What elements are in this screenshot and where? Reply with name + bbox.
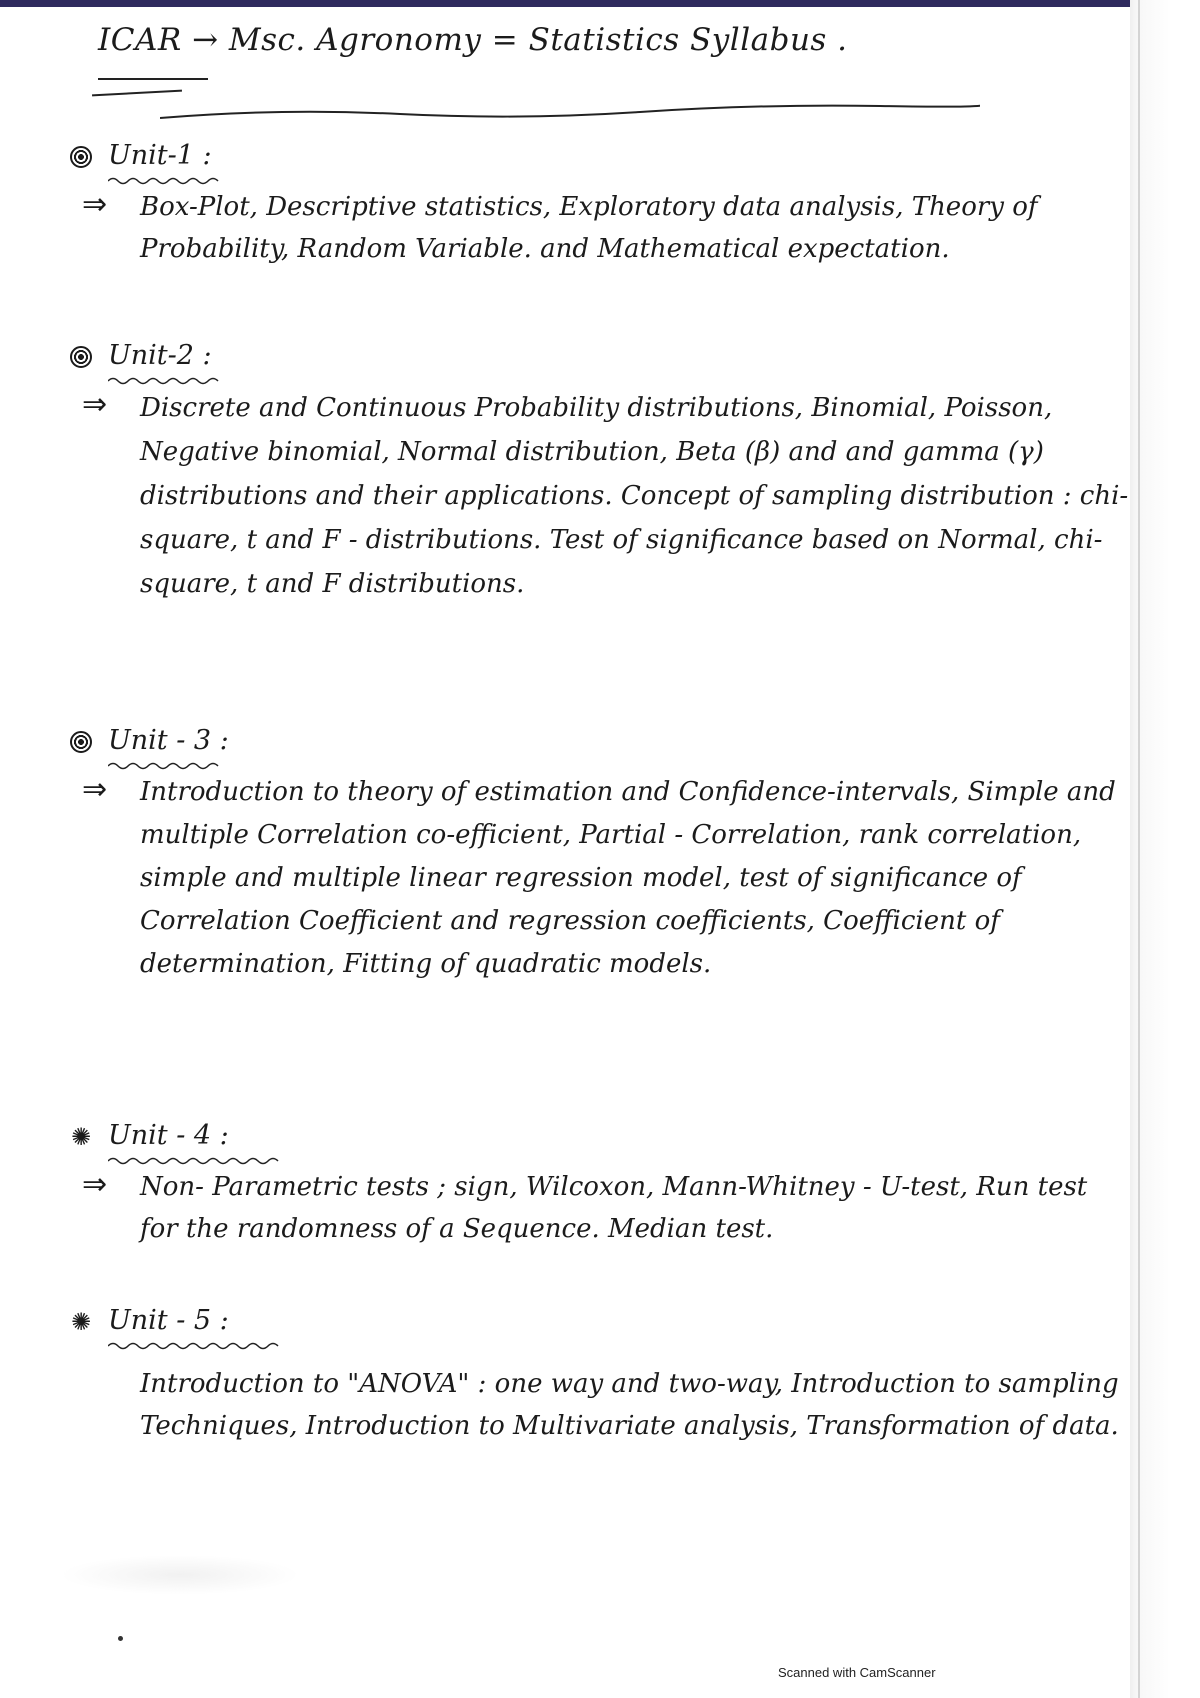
title-wavy-line — [160, 100, 980, 130]
page-fold-line — [1138, 0, 1140, 1698]
unit-1-bullet-icon — [70, 146, 92, 168]
scanner-watermark: Scanned with CamScanner — [778, 1665, 936, 1680]
title-underline — [98, 78, 208, 80]
unit-4-heading: Unit - 4 : — [108, 1120, 229, 1151]
unit-5-body: Introduction to "ANOVA" : one way and two-way, Introduction to sampling Techniques, Introduction to Multivariate analysis, Transformation of data. — [140, 1369, 1119, 1441]
unit-5-heading: Unit - 5 : — [108, 1305, 229, 1336]
unit-2-squiggle — [108, 376, 228, 386]
title-icar: ICAR — [98, 22, 182, 58]
stray-dot — [118, 1636, 123, 1641]
unit-4-squiggle — [108, 1156, 288, 1166]
unit-2-section — [60, 340, 1129, 720]
unit-2-arrow-icon: ⇒ — [82, 387, 108, 422]
unit-3-body: Introduction to theory of estimation and Confidence-intervals, Simple and multiple Correlation co-efficient, Partial - Correlation, rank correlation, simple and multiple linear regression model, test of significance of Correlation Coefficient and regression coefficients, Coefficient of determination, Fitting of quadratic models. — [140, 777, 1116, 979]
unit-3-squiggle — [108, 761, 228, 771]
page-top-edge — [0, 0, 1200, 7]
unit-5-bullet-icon: ✺ — [70, 1308, 92, 1336]
unit-2-bullet-icon — [70, 346, 92, 368]
title-course: Msc. Agronomy — [228, 22, 482, 58]
unit-1-arrow-icon: ⇒ — [82, 187, 108, 222]
unit-2-heading: Unit-2 : — [108, 340, 212, 371]
unit-2-body: Discrete and Continuous Probability distributions, Binomial, Poisson, Negative binomial, Normal distribution, Beta (β) and and gamma (γ) distributions and their applications. Concept of sampling distribution : chi-square, t and F - distributions. Test of significance based on Normal, chi-square, t and F distributions. — [140, 393, 1129, 599]
unit-4-body: Non- Parametric tests ; sign, Wilcoxon, Mann-Whitney - U-test, Run test for the randomness of a Sequence. Median test. — [140, 1172, 1088, 1244]
page-smudge — [60, 1555, 300, 1595]
title-equals: = — [491, 22, 519, 58]
unit-4-section — [60, 1120, 1120, 1300]
unit-5-squiggle — [108, 1341, 288, 1351]
title-underline-second — [92, 90, 182, 97]
page-title — [98, 22, 848, 58]
unit-1-heading: Unit-1 : — [108, 140, 212, 171]
unit-1-section — [60, 140, 1120, 340]
unit-3-heading: Unit - 3 : — [108, 725, 229, 756]
unit-1-squiggle — [108, 176, 228, 186]
unit-3-arrow-icon: ⇒ — [82, 772, 108, 807]
page-right-margin — [1130, 0, 1200, 1698]
unit-4-bullet-icon: ✺ — [70, 1123, 92, 1151]
unit-4-arrow-icon: ⇒ — [82, 1167, 108, 1202]
unit-1-body: Box-Plot, Descriptive statistics, Exploratory data analysis, Theory of Probability, Random Variable. and Mathematical expectation. — [140, 192, 1038, 264]
unit-5-section — [60, 1305, 1120, 1505]
unit-3-section — [60, 725, 1120, 1095]
title-arrow: → — [192, 22, 219, 58]
title-subject: Statistics Syllabus . — [528, 22, 848, 58]
unit-3-bullet-icon — [70, 731, 92, 753]
